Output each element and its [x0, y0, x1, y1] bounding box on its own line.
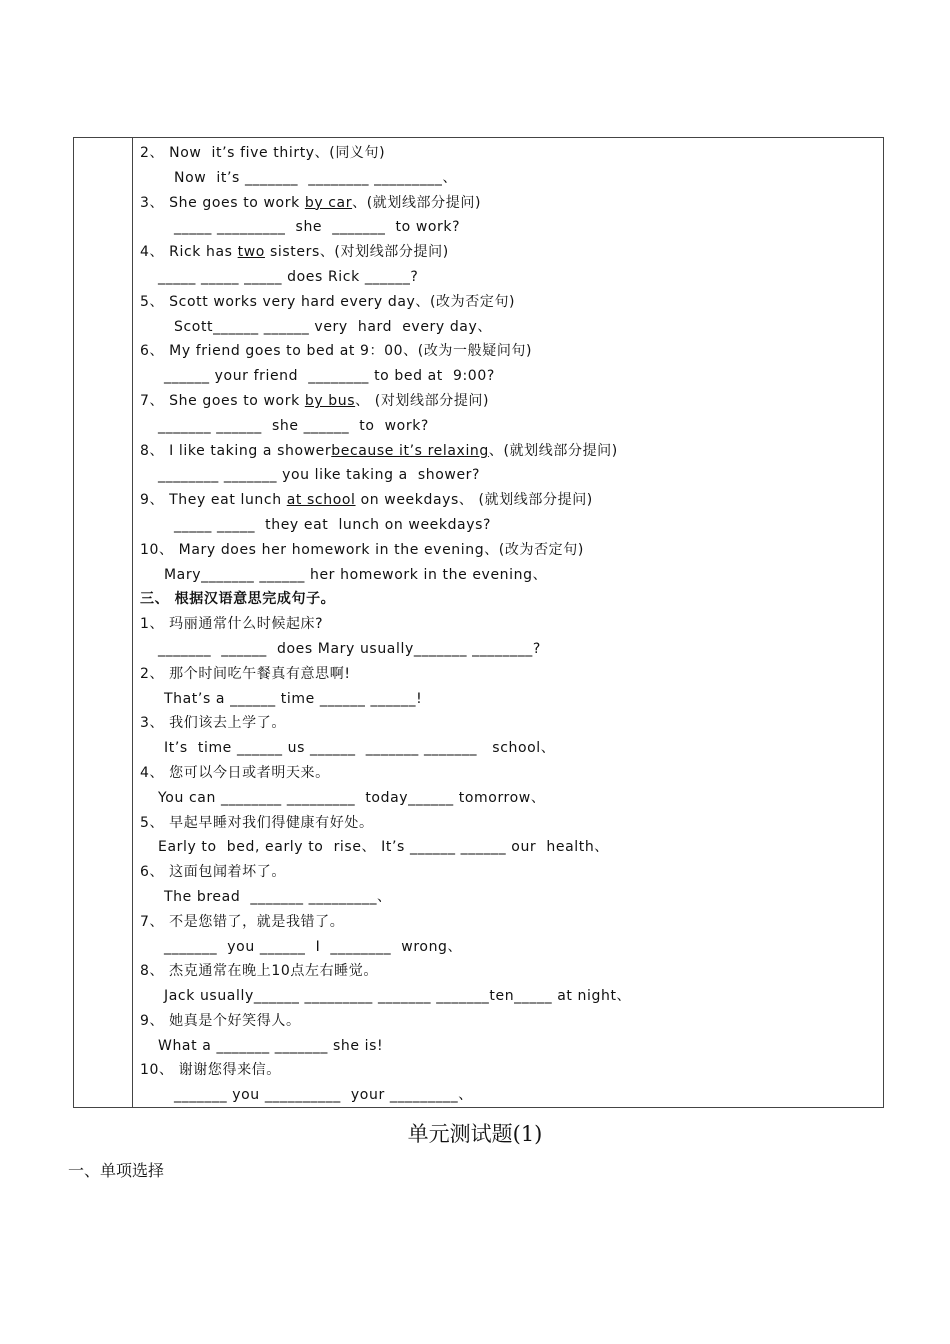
- translation-question-9: 9、 她真是个好笑得人。: [140, 1012, 301, 1029]
- question-10: 10、 Mary does her homework in the evening、(改为否定句): [140, 541, 584, 558]
- translation-question-10: 10、 谢谢您得来信。: [140, 1062, 281, 1079]
- table-left-column: [74, 138, 133, 1107]
- translation-answer-10: _______ you __________ your _________、: [174, 1087, 473, 1104]
- question-3: 3、 She goes to work by car、(就划线部分提问): [140, 194, 482, 211]
- answer-3: _____ _________ she _______ to work?: [174, 219, 461, 236]
- exercise-table: [73, 137, 884, 1108]
- translation-answer-6: The bread _______ _________、: [164, 888, 392, 905]
- translation-question-1: 1、 玛丽通常什么时候起床?: [140, 616, 324, 633]
- translation-answer-9: What a _______ _______ she is!: [158, 1037, 384, 1054]
- question-9: 9、 They eat lunch at school on weekdays、 (就划线部分提问): [140, 492, 593, 509]
- translation-question-2: 2、 那个时间吃午餐真有意思啊!: [140, 665, 351, 682]
- test-title: 单元测试题(1): [407, 1122, 543, 1146]
- translation-answer-1: _______ ______ does Mary usually_______ ________?: [158, 640, 541, 657]
- answer-7: _______ ______ she ______ to work?: [158, 417, 429, 434]
- translation-answer-8: Jack usually______ _________ _______ _______ten_____ at night、: [164, 988, 632, 1005]
- answer-4: _____ _____ _____ does Rick ______?: [158, 268, 419, 285]
- answer-8: ________ _______ you like taking a shower?: [158, 467, 481, 484]
- answer-6: ______ your friend ________ to bed at 9:00?: [164, 368, 495, 385]
- translation-question-7: 7、 不是您错了，就是我错了。: [140, 913, 345, 930]
- translation-answer-4: You can ________ _________ today______ tomorrow、: [158, 789, 546, 806]
- answer-9: _____ _____ they eat lunch on weekdays?: [174, 516, 492, 533]
- part3-heading: 三、 根据汉语意思完成句子。: [140, 591, 336, 608]
- question-2: 2、 Now it’s five thirty、(同义句): [140, 145, 386, 161]
- answer-10: Mary_______ ______ her homework in the evening、: [164, 566, 548, 583]
- translation-answer-7: _______ you ______ I ________ wrong、: [164, 938, 463, 955]
- translation-question-6: 6、 这面包闻着坏了。: [140, 864, 286, 881]
- answer-2: Now it’s _______ ________ _________、: [174, 169, 458, 186]
- question-8: 8、 I like taking a showerbecause it’s relaxing、(就划线部分提问): [140, 442, 618, 459]
- translation-question-5: 5、 早起早睡对我们得健康有好处。: [140, 814, 374, 831]
- translation-answer-3: It’s time ______ us ______ _______ _______ school、: [164, 740, 556, 757]
- translation-answer-5: Early to bed, early to rise、 It’s ______ ______ our health、: [158, 839, 609, 856]
- question-6: 6、 My friend goes to bed at 9：00、(改为一般疑问句): [140, 343, 533, 360]
- section-heading-one: 一、单项选择: [68, 1161, 165, 1180]
- table-content: [140, 141, 879, 1108]
- translation-question-4: 4、 您可以今日或者明天来。: [140, 764, 330, 781]
- answer-5: Scott______ ______ very hard every day、: [174, 318, 492, 335]
- translation-answer-2: That’s a ______ time ______ ______!: [164, 690, 423, 707]
- question-5: 5、 Scott works very hard every day、(改为否定句): [140, 293, 516, 310]
- translation-question-3: 3、 我们该去上学了。: [140, 715, 286, 732]
- question-7: 7、 She goes to work by bus、 (对划线部分提问): [140, 392, 490, 409]
- translation-question-8: 8、 杰克通常在晚上10点左右睡觉。: [140, 963, 378, 980]
- question-4: 4、 Rick has two sisters、(对划线部分提问): [140, 244, 449, 261]
